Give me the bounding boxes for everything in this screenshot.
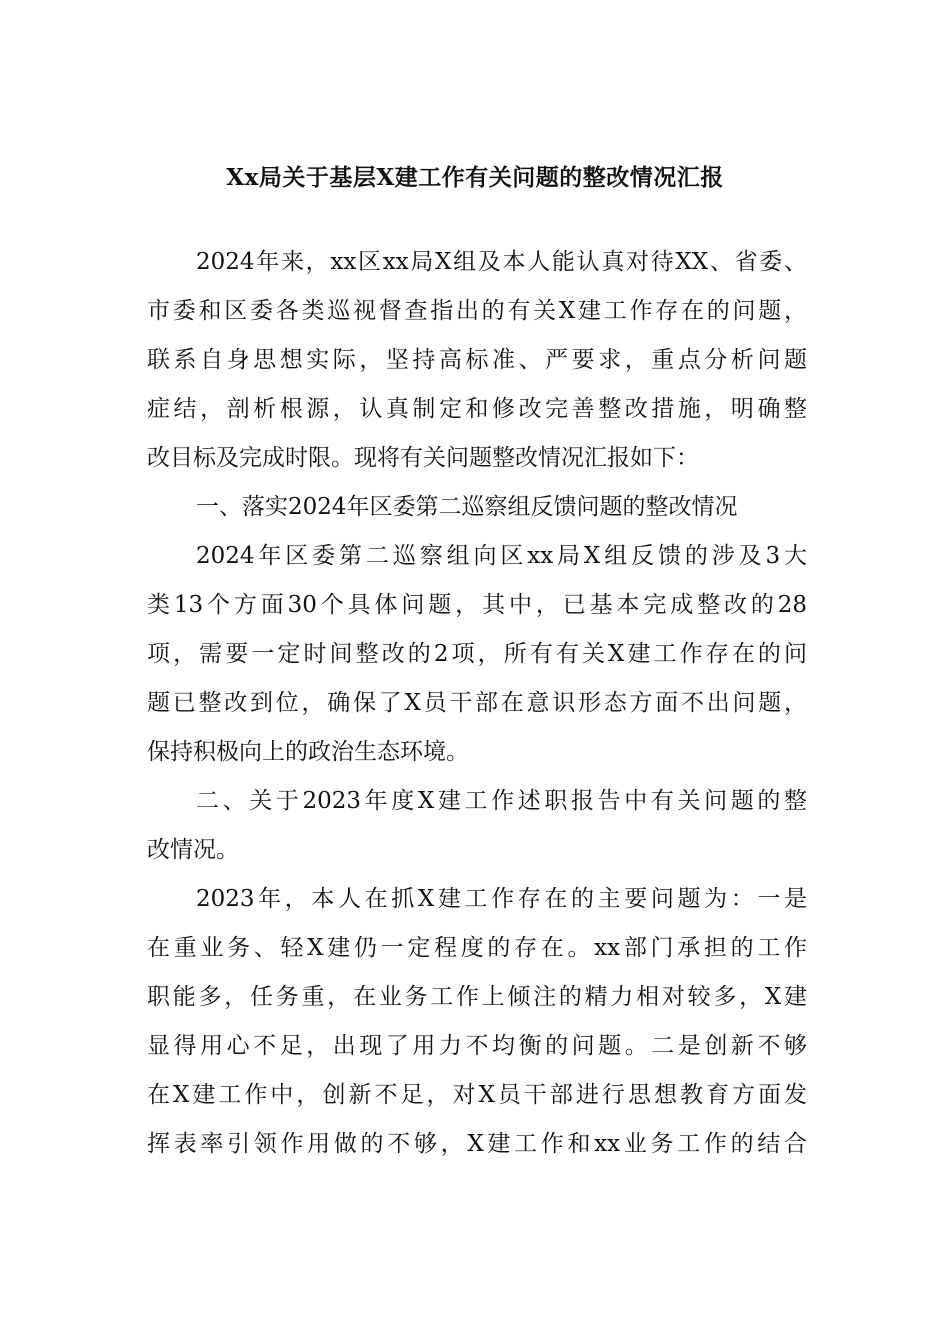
body-line: 市委和区委各类巡视督查指出的有关X建工作存在的问题， bbox=[147, 298, 807, 324]
document-body bbox=[147, 238, 807, 1169]
body-line: 一、落实2024年区委第二巡察组反馈问题的整改情况 bbox=[196, 494, 738, 520]
body-line: 项，需要一定时间整改的2项，所有有关X建工作存在的问 bbox=[147, 641, 807, 667]
body-line: 在X建工作中，创新不足，对X员干部进行思想教育方面发 bbox=[147, 1082, 807, 1108]
body-line: 类13个方面30个具体问题，其中，已基本完成整改的28 bbox=[147, 592, 807, 618]
body-line: 职能多，任务重，在业务工作上倾注的精力相对较多，X建 bbox=[147, 984, 807, 1010]
body-line: 2024年区委第二巡察组向区xx局X组反馈的涉及3大 bbox=[196, 543, 807, 569]
body-line: 二、关于2023年度X建工作述职报告中有关问题的整 bbox=[196, 788, 807, 814]
body-line: 题已整改到位，确保了X员干部在意识形态方面不出问题， bbox=[147, 690, 807, 716]
document-title: Xx局关于基层X建工作有关问题的整改情况汇报 bbox=[226, 164, 724, 191]
body-line: 症结，剖析根源，认真制定和修改完善整改措施，明确整 bbox=[147, 396, 807, 422]
body-line: 挥表率引领作用做的不够，X建工作和xx业务工作的结合 bbox=[147, 1131, 807, 1157]
body-line: 显得用心不足，出现了用力不均衡的问题。二是创新不够 bbox=[147, 1033, 807, 1059]
body-line: 联系自身思想实际，坚持高标准、严要求，重点分析问题 bbox=[147, 347, 807, 373]
body-line: 2023年，本人在抓X建工作存在的主要问题为：一是 bbox=[196, 886, 807, 912]
body-line: 保持积极向上的政治生态环境。 bbox=[147, 739, 469, 765]
body-line: 在重业务、轻X建仍一定程度的存在。xx部门承担的工作 bbox=[147, 935, 807, 961]
body-line: 改目标及完成时限。现将有关问题整改情况汇报如下： bbox=[147, 445, 699, 471]
body-line: 2024年来，xx区xx局X组及本人能认真对待XX、省委、 bbox=[196, 249, 807, 275]
body-line: 改情况。 bbox=[147, 837, 239, 863]
